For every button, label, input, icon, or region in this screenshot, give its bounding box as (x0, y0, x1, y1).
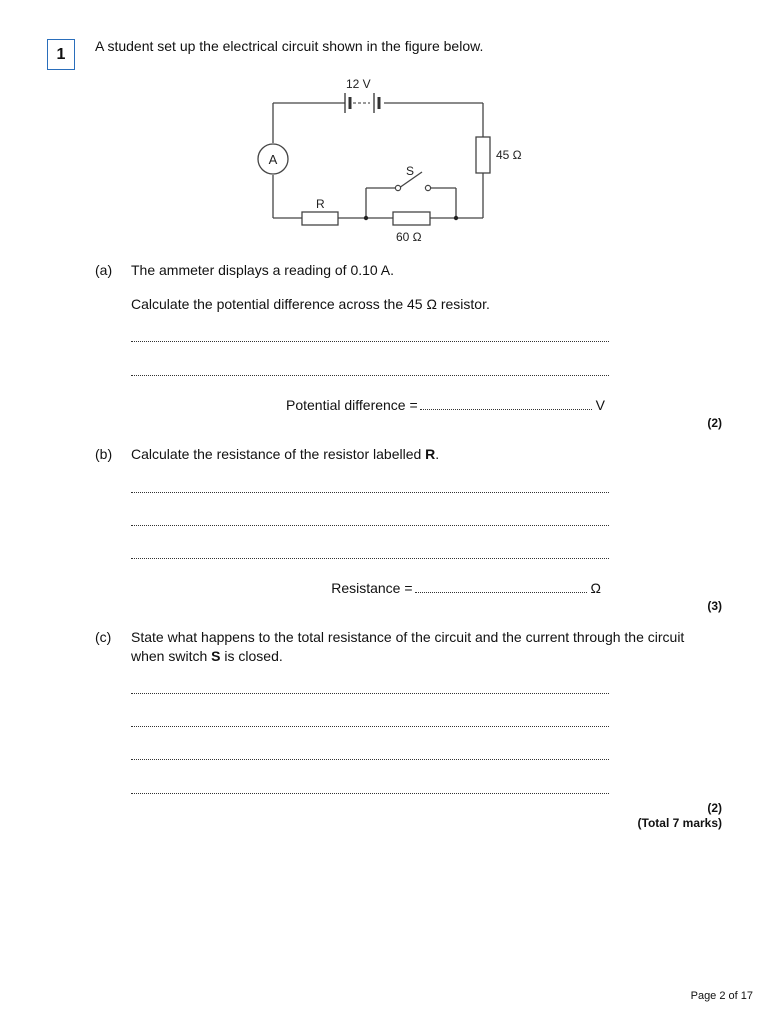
part-a-answer-field (420, 399, 592, 410)
part-a-marks: (2) (707, 416, 722, 430)
part-a-answer-prefix: Potential difference = (285, 397, 418, 413)
part-b-answer (331, 580, 601, 596)
part-c-line2-after: is closed. (220, 648, 283, 664)
circuit-diagram (250, 70, 540, 250)
part-c-line2-bold: S (211, 648, 221, 664)
answer-line (131, 548, 609, 559)
answer-line (131, 331, 609, 342)
battery-symbol (345, 93, 379, 113)
part-b-answer-unit: Ω (590, 580, 601, 596)
page-number: Page 2 of 17 (690, 990, 753, 1002)
switch-contact-left (395, 185, 400, 190)
part-b-text-before: Calculate the resistance of the resistor labelled (131, 446, 426, 462)
junction-dot-left (364, 216, 368, 220)
battery-label: 12 V (346, 77, 371, 91)
question-number: 1 (56, 45, 66, 63)
answer-line (131, 365, 609, 376)
part-b-label: (b) (95, 446, 113, 462)
resistor-45-label: 45 Ω (496, 148, 522, 162)
ammeter-label: A (268, 152, 278, 167)
junction-dot-right (454, 216, 458, 220)
question-number-box (47, 39, 75, 70)
part-a-line1: The ammeter displays a reading of 0.10 A. (131, 262, 395, 278)
part-c-line2 (131, 648, 283, 664)
resistor-r-label: R (316, 197, 325, 211)
part-c-marks: (2) (707, 801, 722, 815)
part-a-label: (a) (95, 262, 113, 278)
answer-line (131, 716, 609, 727)
part-c-line1: State what happens to the total resistance of the circuit and the current through the circuit (131, 629, 685, 645)
resistor-60-symbol (393, 212, 430, 225)
part-b-answer-prefix: Resistance = (331, 580, 413, 596)
part-b-marks: (3) (707, 599, 722, 613)
resistor-60-label: 60 Ω (396, 230, 422, 244)
answer-line (131, 683, 609, 694)
switch-label: S (406, 164, 415, 178)
part-c-line2-before: when switch (131, 648, 212, 664)
resistor-r-symbol (302, 212, 338, 225)
resistor-45-symbol (476, 137, 490, 173)
answer-line (131, 482, 609, 493)
part-a-answer-unit: V (595, 397, 605, 413)
question-intro: A student set up the electrical circuit shown in the figure below. (95, 38, 484, 54)
part-b-text (131, 446, 439, 462)
part-b-text-after: . (435, 446, 440, 462)
answer-line (131, 749, 609, 760)
answer-line (131, 515, 609, 526)
part-b-answer-field (415, 582, 587, 593)
answer-line (131, 783, 609, 794)
part-a-line2: Calculate the potential difference across the 45 Ω resistor. (131, 296, 490, 312)
part-a-answer (286, 397, 605, 413)
total-marks: (Total 7 marks) (637, 816, 722, 830)
switch-contact-right (425, 185, 430, 190)
part-b-text-bold: R (425, 446, 436, 462)
part-c-label: (c) (95, 629, 112, 645)
